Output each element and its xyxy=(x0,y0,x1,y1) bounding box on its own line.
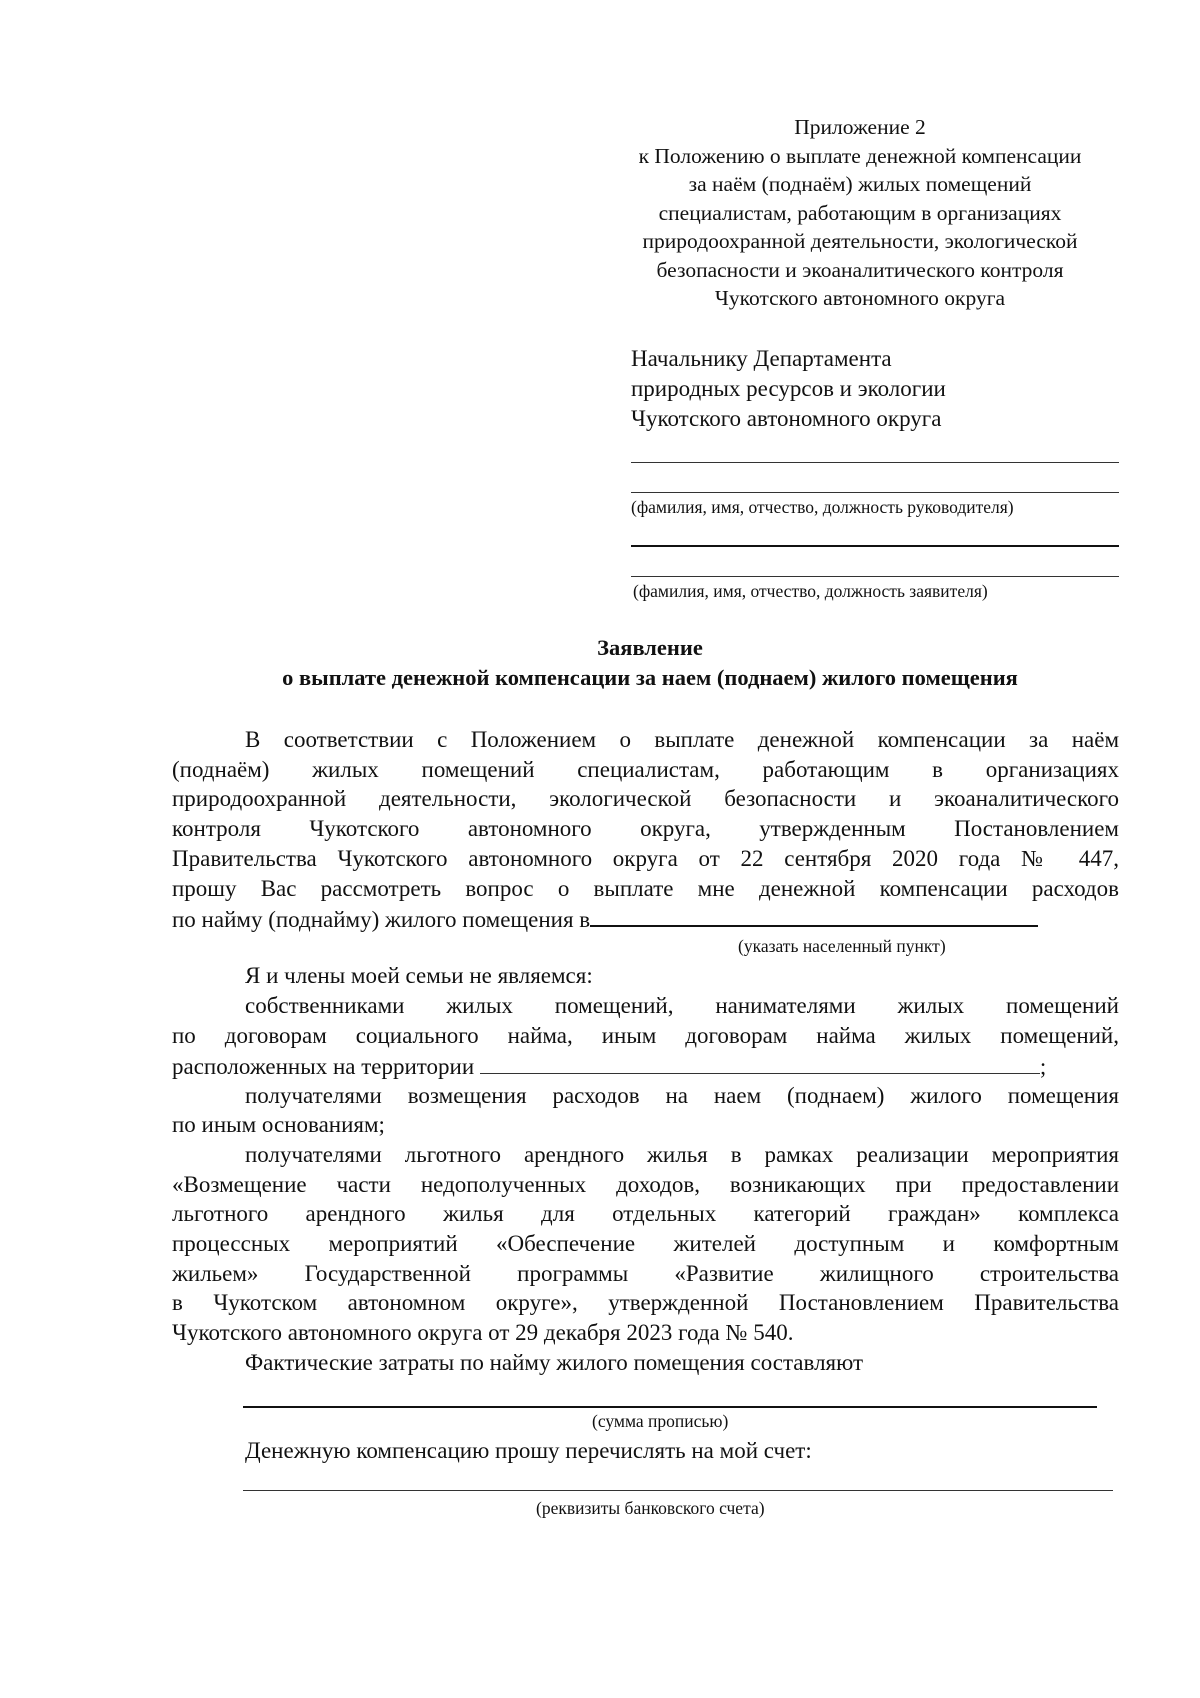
addressee-block xyxy=(631,344,946,434)
head-name-line-2[interactable] xyxy=(631,492,1119,493)
appendix-line: природоохранной деятельности, экологической xyxy=(642,229,1078,253)
bank-field[interactable] xyxy=(243,1490,1113,1491)
appendix-line: специалистам, работающим в организациях xyxy=(658,200,1062,225)
appendix-line: Чукотского автономного округа xyxy=(714,286,1006,310)
body-line: контроля Чукотского автономного округа, утвержденным Постановлением xyxy=(172,816,1119,841)
addressee-line: Начальнику Департамента xyxy=(631,346,892,371)
bank-caption: (реквизиты банковского счета) xyxy=(536,1498,765,1518)
body-line: получателями возмещения расходов на наем (поднаем) жилого помещения xyxy=(245,1083,1119,1108)
body-line: собственниками жилых помещений, нанимателями жилых помещений xyxy=(245,993,1119,1018)
sum-caption: (сумма прописью) xyxy=(592,1411,729,1431)
locality-caption: (указать населенный пункт) xyxy=(738,936,946,956)
sum-field[interactable] xyxy=(243,1406,1097,1408)
addressee-line: природных ресурсов и экологии xyxy=(631,376,946,401)
applicant-name-line-1[interactable] xyxy=(631,545,1119,547)
applicant-caption: (фамилия, имя, отчество, должность заявителя) xyxy=(633,581,988,601)
body-line: «Возмещение части недополученных доходов, возникающих при предоставлении xyxy=(172,1172,1119,1197)
body-line-end: ; xyxy=(1039,1054,1047,1079)
body-line: прошу Вас рассмотреть вопрос о выплате мне денежной компенсации расходов xyxy=(172,876,1119,901)
body-line: льготного арендного жилья для отдельных категорий граждан» комплекса xyxy=(172,1201,1119,1226)
document-subtitle: о выплате денежной компенсации за наем (поднаем) жилого помещения xyxy=(282,665,1018,690)
body-line-text: по найму (поднайму) жилого помещения в xyxy=(172,907,591,932)
body-line: в Чукотском автономном округе», утвержденной Постановлением Правительства xyxy=(172,1290,1119,1315)
applicant-name-line-2[interactable] xyxy=(631,576,1119,577)
body-line: природоохранной деятельности, экологической безопасности и экоаналитического xyxy=(172,786,1119,811)
body-line: по иным основаниям; xyxy=(172,1112,385,1137)
appendix-line: к Положению о выплате денежной компенсации xyxy=(638,143,1082,168)
body-line-territory xyxy=(172,1051,1119,1082)
appendix-line: Приложение 2 xyxy=(794,115,926,139)
body-line: получателями льготного арендного жилья в рамках реализации мероприятия xyxy=(245,1142,1119,1167)
body-line: Я и члены моей семьи не являемся: xyxy=(245,963,593,988)
head-caption: (фамилия, имя, отчество, должность руководителя) xyxy=(631,497,1014,517)
body-line: Фактические затраты по найму жилого помещения составляют xyxy=(245,1350,864,1375)
body-line: Денежную компенсацию прошу перечислять на мой счет: xyxy=(245,1438,812,1463)
body-line: по договорам социального найма, иным договорам найма жилых помещений, xyxy=(172,1023,1119,1048)
document-title: Заявление xyxy=(597,635,703,660)
appendix-header xyxy=(600,113,1120,313)
appendix-line: за наём (поднаём) жилых помещений xyxy=(688,172,1032,196)
body-line: процессных мероприятий «Обеспечение жителей доступным и комфортным xyxy=(172,1231,1119,1256)
body-line: (поднаём) жилых помещений специалистам, работающим в организациях xyxy=(172,757,1119,782)
appendix-line: безопасности и экоаналитического контроля xyxy=(656,257,1064,282)
territory-field[interactable] xyxy=(480,1051,1040,1074)
body-line: жильем» Государственной программы «Развитие жилищного строительства xyxy=(172,1261,1119,1286)
body-line-locality xyxy=(172,903,1119,935)
head-name-line-1[interactable] xyxy=(631,462,1119,463)
body-line-text: расположенных на территории xyxy=(172,1054,475,1079)
addressee-line: Чукотского автономного округа xyxy=(631,406,942,431)
body-line: Чукотского автономного округа от 29 декабря 2023 года № 540. xyxy=(172,1320,794,1345)
locality-field[interactable] xyxy=(590,903,1038,927)
body-line: В соответствии с Положением о выплате денежной компенсации за наём xyxy=(245,727,1119,752)
body-line: Правительства Чукотского автономного округа от 22 сентября 2020 года № 447, xyxy=(172,846,1119,871)
